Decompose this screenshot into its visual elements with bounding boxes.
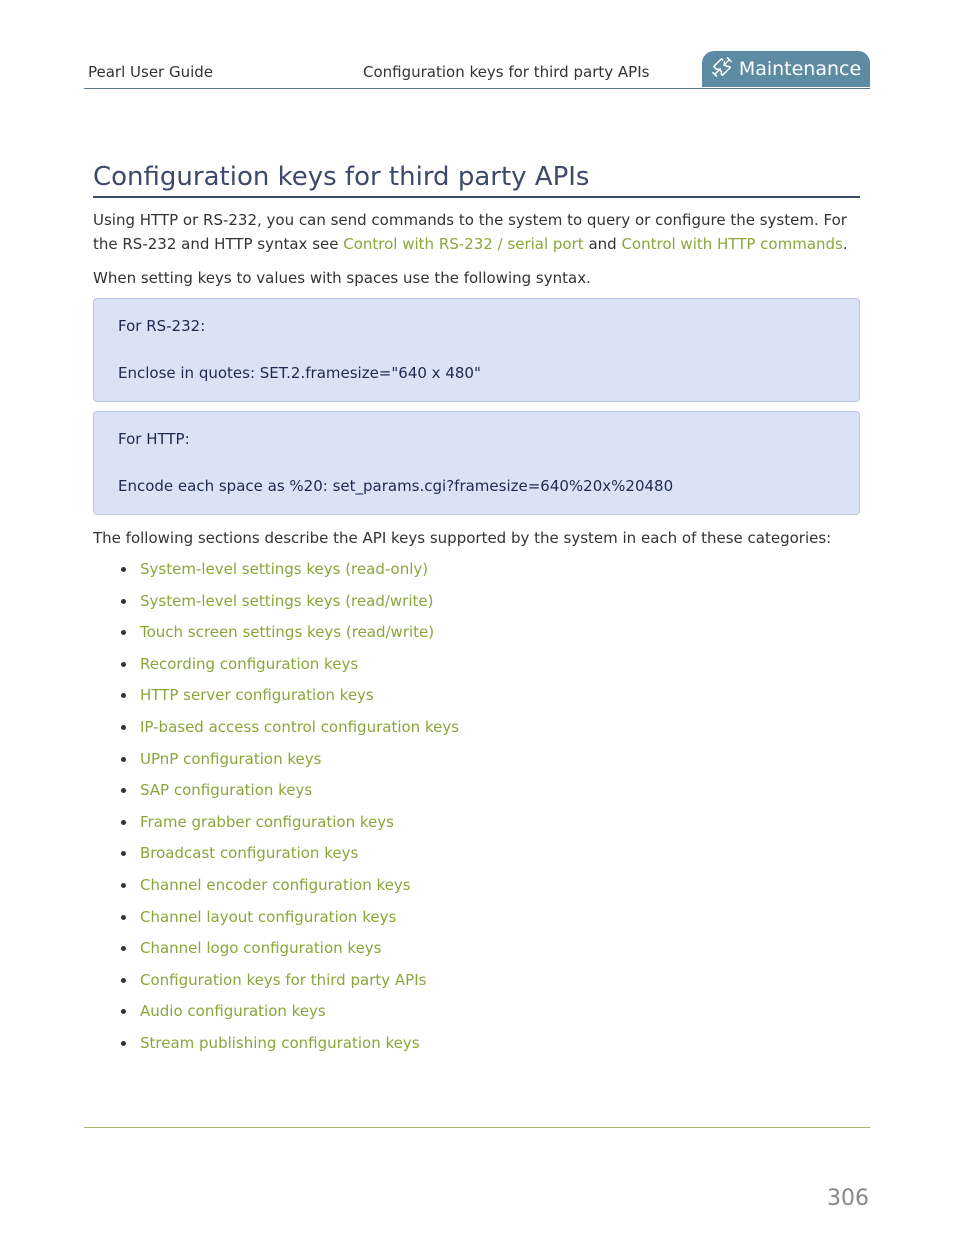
list-item [118, 1030, 459, 1062]
intro-text-1: Using HTTP or RS-232, you can send commands to the system to query or configure the system. For the RS-232 and HTTP syntax see [93, 211, 847, 253]
syntax-paragraph: When setting keys to values with spaces use the following syntax. [93, 269, 591, 287]
list-item [118, 967, 459, 999]
bullet-icon [121, 946, 126, 951]
bullet-icon [121, 725, 126, 730]
bullet-icon [121, 788, 126, 793]
intro-text-2: and [583, 235, 622, 253]
intro-text-3: . [842, 235, 848, 253]
note-rs232-body: Enclose in quotes: SET.2.framesize="640 x 480" [118, 364, 481, 382]
list-item [118, 588, 459, 620]
note-http-heading: For HTTP: [118, 430, 190, 448]
badge-label: Maintenance [738, 58, 862, 80]
bullet-icon [121, 820, 126, 825]
note-rs232-heading: For RS-232: [118, 317, 206, 335]
footer-divider [84, 1127, 870, 1128]
bullet-icon [121, 599, 126, 604]
bullet-icon [121, 978, 126, 983]
section-link[interactable]: HTTP server configuration keys [140, 686, 374, 705]
section-link-list [118, 556, 459, 1062]
link-http-control[interactable]: Control with HTTP commands [621, 235, 843, 253]
list-item [118, 809, 459, 841]
list-item [118, 935, 459, 967]
section-link[interactable]: Frame grabber configuration keys [140, 812, 394, 831]
note-rs232 [93, 298, 860, 402]
section-link[interactable]: Channel logo configuration keys [140, 939, 382, 958]
list-item [118, 777, 459, 809]
list-item [118, 682, 459, 714]
list-item [118, 872, 459, 904]
bullet-icon [121, 915, 126, 920]
bullet-icon [121, 1009, 126, 1014]
page-number: 306 [827, 1186, 869, 1211]
bullet-icon [121, 851, 126, 856]
bullet-icon [121, 662, 126, 667]
note-http [93, 411, 860, 515]
list-item [118, 714, 459, 746]
list-item [118, 556, 459, 588]
page-header [84, 51, 870, 89]
section-link[interactable]: System-level settings keys (read/write) [140, 591, 434, 610]
section-link[interactable]: UPnP configuration keys [140, 749, 322, 768]
section-link[interactable]: System-level settings keys (read-only) [140, 560, 429, 578]
section-link[interactable]: Channel layout configuration keys [140, 907, 397, 926]
list-item [118, 998, 459, 1030]
section-link[interactable]: Recording configuration keys [140, 654, 359, 673]
list-item [118, 746, 459, 778]
link-rs232-control[interactable]: Control with RS-232 / serial port [343, 235, 584, 253]
sections-intro: The following sections describe the API keys supported by the system in each of these categories: [93, 529, 832, 547]
section-link[interactable]: Channel encoder configuration keys [140, 875, 411, 894]
list-item [118, 651, 459, 683]
maintenance-badge [702, 51, 870, 87]
intro-paragraph [93, 208, 860, 256]
list-item [118, 904, 459, 936]
list-item [118, 619, 459, 651]
section-link[interactable]: Touch screen settings keys (read/write) [140, 623, 435, 642]
list-item [118, 840, 459, 872]
guide-title: Pearl User Guide [88, 63, 214, 81]
section-link[interactable]: Configuration keys for third party APIs [140, 970, 427, 989]
tools-icon [711, 56, 733, 83]
bullet-icon [121, 1041, 126, 1046]
bullet-icon [121, 693, 126, 698]
section-link[interactable]: SAP configuration keys [140, 781, 313, 800]
bullet-icon [121, 883, 126, 888]
note-http-body: Encode each space as %20: set_params.cgi?framesize=640%20x%20480 [118, 477, 674, 495]
bullet-icon [121, 567, 126, 572]
section-link[interactable]: IP-based access control configuration keys [140, 717, 460, 736]
header-section-title: Configuration keys for third party APIs [363, 63, 650, 81]
section-link[interactable]: Stream publishing configuration keys [140, 1033, 420, 1052]
section-link[interactable]: Audio configuration keys [140, 1002, 326, 1021]
page-title: Configuration keys for third party APIs [93, 160, 860, 198]
bullet-icon [121, 757, 126, 762]
bullet-icon [121, 630, 126, 635]
section-link[interactable]: Broadcast configuration keys [140, 844, 359, 863]
